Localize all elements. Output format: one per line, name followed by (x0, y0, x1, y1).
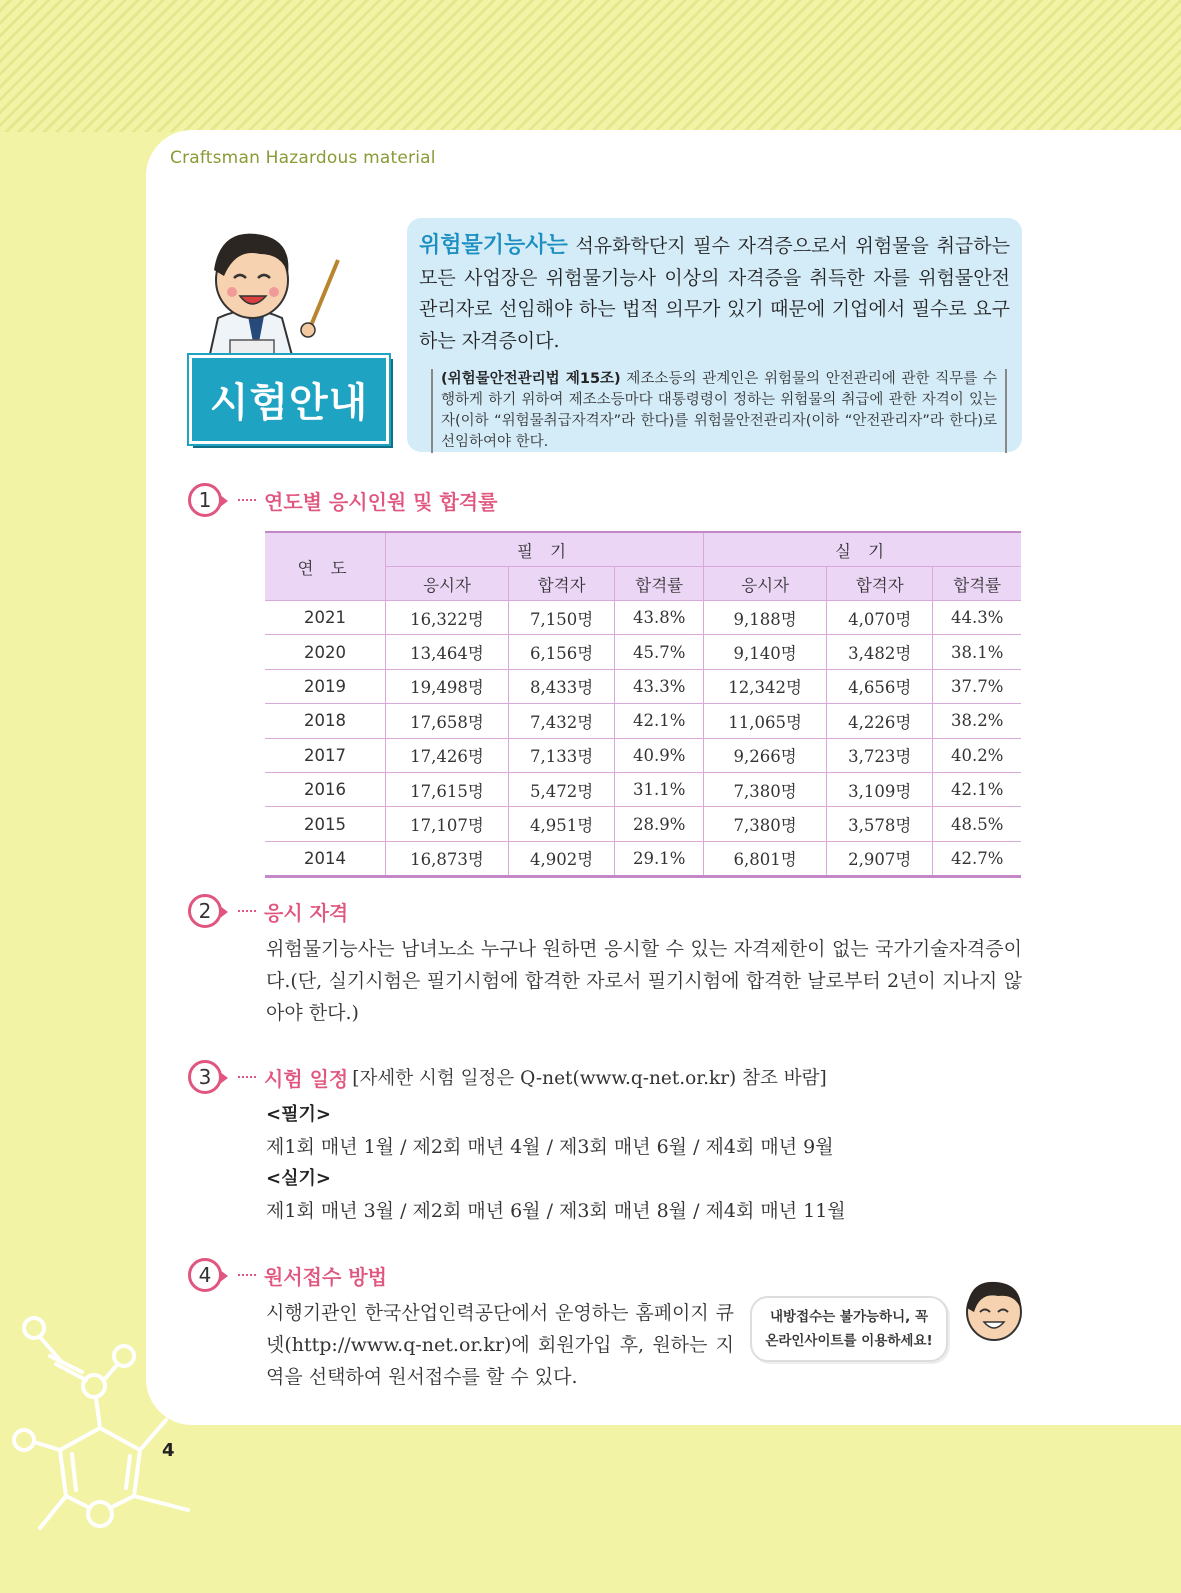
speech-bubble (750, 1296, 948, 1362)
table-cell: 13,464명 (386, 635, 509, 669)
table-cell: 17,426명 (386, 738, 509, 772)
table-cell: 37.7% (933, 669, 1021, 703)
intro-box (407, 218, 1022, 452)
section-2-header (188, 894, 348, 928)
section-1-header (188, 483, 497, 517)
table-cell: 16,322명 (386, 601, 509, 635)
bubble-line-2: 온라인사이트를 이용하세요! (765, 1333, 933, 1349)
law-title: (위험물안전관리법 제15조) (441, 371, 621, 387)
table-cell: 44.3% (933, 601, 1021, 635)
section-1-title: 연도별 응시인원 및 합격률 (264, 489, 498, 514)
table-cell: 7,432명 (509, 704, 615, 738)
table-cell: 11,065명 (704, 704, 827, 738)
table-row (265, 704, 1021, 738)
dotted-leader (238, 499, 256, 501)
section-3-number: 3 (188, 1060, 222, 1094)
section-2-number: 2 (188, 894, 222, 928)
table-cell: 7,380명 (704, 772, 827, 806)
written-schedule: 제1회 매년 1월 / 제2회 매년 4월 / 제3회 매년 6월 / 제4회 매년 9월 (266, 1136, 834, 1158)
running-title: Craftsman Hazardous material (170, 148, 436, 168)
table-cell: 7,150명 (509, 601, 615, 635)
table-cell: 9,140명 (704, 635, 827, 669)
table-cell: 43.3% (615, 669, 704, 703)
table-cell: 16,873명 (386, 841, 509, 876)
table-cell: 6,156명 (509, 635, 615, 669)
practical-label: <실기> (266, 1168, 331, 1189)
schedule-block (266, 1099, 1022, 1227)
sub-header: 응시자 (386, 567, 509, 601)
table-cell: 17,107명 (386, 807, 509, 841)
table-cell: 4,902명 (509, 841, 615, 876)
section-2-title: 응시 자격 (264, 900, 349, 925)
exam-guide-banner: 시험안내 (189, 355, 389, 444)
table-row (265, 669, 1021, 703)
table-cell: 4,951명 (509, 807, 615, 841)
table-cell: 42.1% (933, 772, 1021, 806)
law-text: 제조소등의 관계인은 위험물의 안전관리에 관한 직무를 수행하게 하기 위하여 제조소등마다 대통령령이 정하는 위험물의 취급에 관한 자격이 있는 자(이하 “위험물취급자격자”라 한다)를 위험물안전관리자(이하 “안전관리자”라 한다)로 선임하여야 한다. (441, 371, 997, 450)
molecule-decoration (0, 1300, 200, 1540)
sub-header: 합격률 (615, 567, 704, 601)
table-cell: 40.9% (615, 738, 704, 772)
table-cell: 2,907명 (827, 841, 933, 876)
table-cell: 45.7% (615, 635, 704, 669)
table-cell: 28.9% (615, 807, 704, 841)
year-cell: 2019 (265, 669, 386, 703)
application-text: 시행기관인 한국산업인력공단에서 운영하는 홈페이지 큐넷(http://www.q-net.or.kr)에 회원가입 후, 원하는 지역을 선택하여 원서접수를 할 수 있다. (266, 1302, 734, 1388)
table-cell: 4,226명 (827, 704, 933, 738)
table-cell: 3,109명 (827, 772, 933, 806)
year-cell: 2015 (265, 807, 386, 841)
law-quote (431, 369, 1007, 453)
table-cell: 12,342명 (704, 669, 827, 703)
table-cell: 17,658명 (386, 704, 509, 738)
table-cell: 29.1% (615, 841, 704, 876)
year-cell: 2020 (265, 635, 386, 669)
year-cell: 2021 (265, 601, 386, 635)
table-cell: 19,498명 (386, 669, 509, 703)
table-cell: 3,482명 (827, 635, 933, 669)
section-4-header (188, 1258, 387, 1292)
table-cell: 7,133명 (509, 738, 615, 772)
sub-header: 합격자 (509, 567, 615, 601)
practical-header: 실 기 (704, 532, 1021, 567)
table-row (265, 601, 1021, 635)
section-3-header (188, 1060, 827, 1094)
table-cell: 42.7% (933, 841, 1021, 876)
table-cell: 43.8% (615, 601, 704, 635)
table-row (265, 738, 1021, 772)
table-cell: 7,380명 (704, 807, 827, 841)
table-cell: 3,723명 (827, 738, 933, 772)
table-cell: 40.2% (933, 738, 1021, 772)
sub-header: 합격률 (933, 567, 1021, 601)
table-cell: 9,266명 (704, 738, 827, 772)
section-1-number: 1 (188, 483, 222, 517)
table-cell: 38.1% (933, 635, 1021, 669)
section-4-title: 원서접수 방법 (264, 1264, 387, 1289)
dotted-leader (238, 1076, 256, 1078)
table-cell: 9,188명 (704, 601, 827, 635)
striped-header-band (0, 0, 1181, 132)
table-cell: 17,615명 (386, 772, 509, 806)
year-cell: 2018 (265, 704, 386, 738)
table-cell: 31.1% (615, 772, 704, 806)
table-cell: 42.1% (615, 704, 704, 738)
table-cell: 48.5% (933, 807, 1021, 841)
year-cell: 2017 (265, 738, 386, 772)
section-3-title: 시험 일정 (264, 1066, 349, 1091)
small-mascot-face (962, 1274, 1026, 1344)
section-3-note: [자세한 시험 일정은 Q-net(www.q-net.or.kr) 참조 바람] (352, 1068, 827, 1089)
table-row (265, 807, 1021, 841)
table-cell: 6,801명 (704, 841, 827, 876)
intro-text: 석유화학단지 필수 자격증으로서 위험물을 취급하는 모든 사업장은 위험물기능사 이상의 자격증을 취득한 자를 위험물안전관리자로 선임해야 하는 법적 의무가 있기 때문에 기업에서 필수로 요구하는 자격증이다. (419, 235, 1010, 352)
dotted-leader (238, 910, 256, 912)
table-cell: 8,433명 (509, 669, 615, 703)
intro-paragraph (419, 230, 1010, 357)
intro-term: 위험물기능사는 (419, 233, 568, 258)
section-4-number: 4 (188, 1258, 222, 1292)
year-cell: 2016 (265, 772, 386, 806)
written-header: 필 기 (386, 532, 704, 567)
year-cell: 2014 (265, 841, 386, 876)
table-cell: 4,656명 (827, 669, 933, 703)
year-header: 연 도 (265, 532, 386, 601)
table-row (265, 841, 1021, 876)
dotted-leader (238, 1274, 256, 1276)
table-cell: 3,578명 (827, 807, 933, 841)
teacher-mascot-illustration (190, 218, 350, 363)
sub-header: 합격자 (827, 567, 933, 601)
sub-header: 응시자 (704, 567, 827, 601)
table-cell: 38.2% (933, 704, 1021, 738)
practical-schedule: 제1회 매년 3월 / 제2회 매년 6월 / 제3회 매년 8월 / 제4회 매년 11월 (266, 1200, 846, 1222)
eligibility-text: 위험물기능사는 남녀노소 누구나 원하면 응시할 수 있는 자격제한이 없는 국가기술자격증이다.(단, 실기시험은 필기시험에 합격한 자로서 필기시험에 합격한 날로부터 2년이 지나지 않아야 한다.) (266, 938, 1022, 1024)
stats-table (265, 531, 1021, 878)
table-row (265, 635, 1021, 669)
page-number: 4 (162, 1440, 175, 1461)
table-cell: 5,472명 (509, 772, 615, 806)
bubble-line-1: 내방접수는 불가능하니, 꼭 (770, 1309, 928, 1325)
table-row (265, 772, 1021, 806)
written-label: <필기> (266, 1104, 331, 1125)
table-cell: 4,070명 (827, 601, 933, 635)
